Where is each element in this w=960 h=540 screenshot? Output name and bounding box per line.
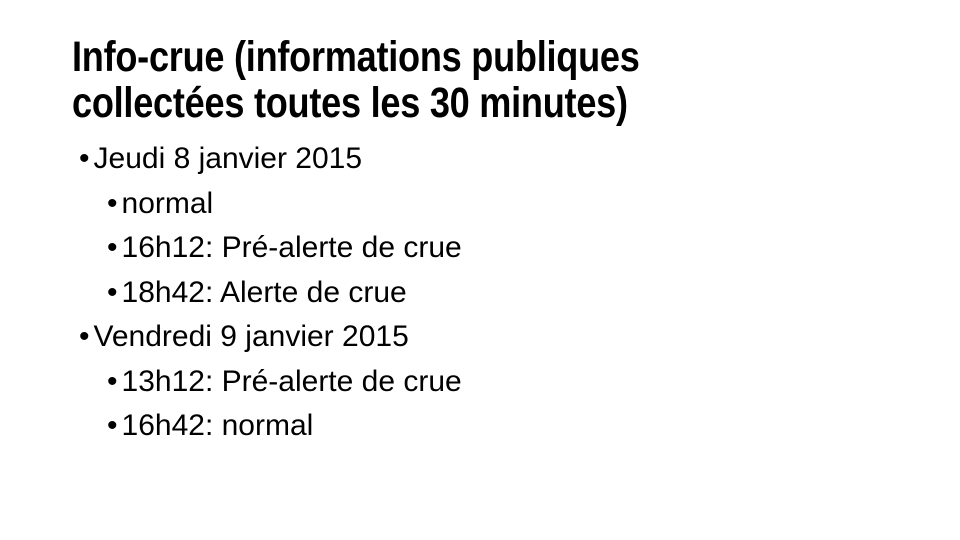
list-item-label: 16h12: Pré-alerte de crue: [121, 231, 462, 264]
list-item: [72, 271, 462, 316]
list-item: [72, 360, 462, 405]
list-item: [72, 137, 462, 182]
bullet-icon: •: [107, 231, 118, 264]
bullet-icon: •: [107, 186, 118, 220]
list-item-label: Vendredi 9 janvier 2015: [93, 320, 409, 353]
bullet-list: [72, 137, 462, 449]
list-item: [72, 182, 462, 227]
bullet-icon: •: [79, 320, 90, 353]
slide-title-line-2: collectées toutes les 30 minutes): [72, 79, 628, 127]
list-item: [72, 315, 462, 360]
list-item: [72, 404, 462, 449]
bullet-icon: •: [107, 364, 118, 398]
list-item-label: 16h42: normal: [121, 409, 314, 442]
bullet-icon: •: [107, 409, 118, 442]
slide-title: [72, 34, 748, 126]
list-item-label: normal: [121, 186, 214, 220]
list-item-label: 13h12: Pré-alerte de crue: [121, 364, 462, 398]
bullet-icon: •: [79, 142, 90, 175]
slide-title-line-1: Info-crue (informations publiques: [72, 33, 640, 81]
list-item-label: 18h42: Alerte de crue: [121, 275, 407, 309]
bullet-icon: •: [107, 275, 118, 309]
list-item-label: Jeudi 8 janvier 2015: [93, 142, 363, 175]
list-item: [72, 226, 462, 271]
